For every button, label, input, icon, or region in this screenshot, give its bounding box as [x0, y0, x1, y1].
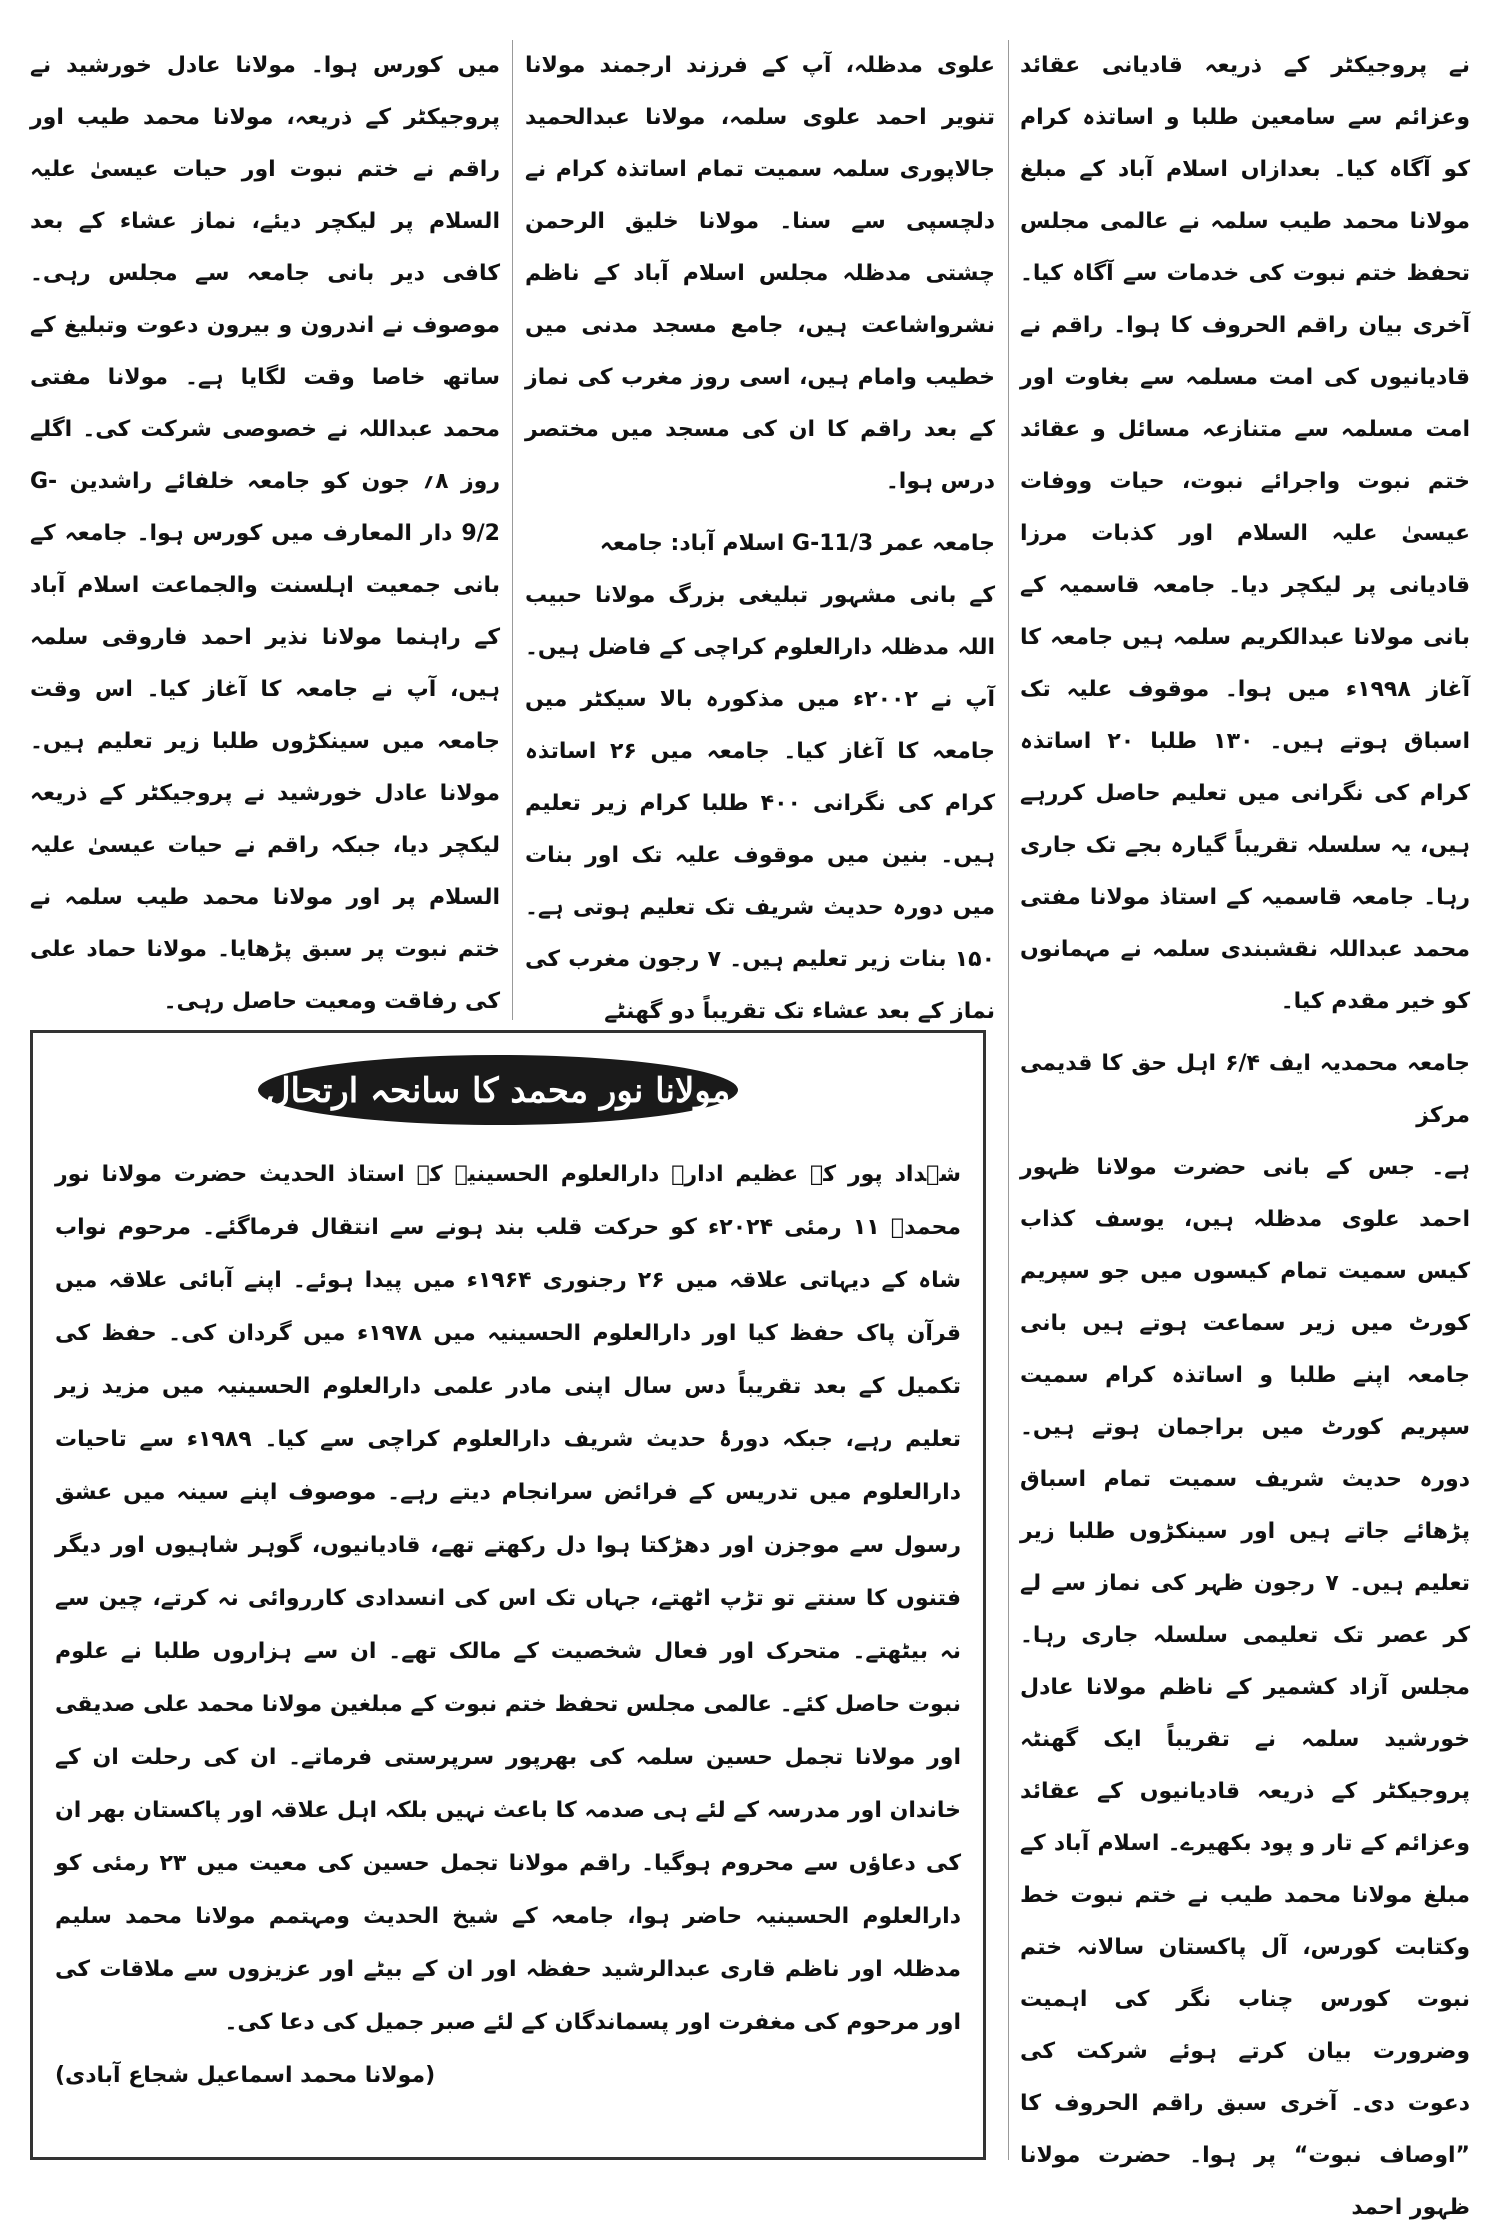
- obituary-text: شہداد پور کے عظیم ادارہ دارالعلوم الحسینیہ کے استاذ الحدیث حضرت مولانا نور محمدؒ ۱۱ رمئی ۲۰۲۴ء کو حرکت قلب بند ہونے سے انتقال فرماگئے۔ مرحوم نواب شاہ کے دیہاتی علاقہ میں ۲۶ رجنوری ۱۹۶۴ء میں پیدا ہوئے۔ اپنے آبائی علاقہ میں قرآن پاک حفظ کیا اور دارالعلوم الحسینیہ میں ۱۹۷۸ء میں گردان کی۔ حفظ کی تکمیل کے بعد تقریباً دس سال اپنی مادر علمی دارالعلوم الحسینیہ میں مزید زیر تعلیم رہے، جبکہ دورۂ حدیث شریف دارالعلوم کراچی سے کیا۔ ۱۹۸۹ء سے تاحیات دارالعلوم میں تدریس کے فرائض سرانجام دیتے رہے۔ موصوف اپنے سینہ میں عشق رسول سے موجزن اور دھڑکتا ہوا دل رکھتے تھے، قادیانیوں، گوہر شاہیوں اور دیگر فتنوں کا سنتے تو تڑپ اٹھتے، جہاں تک اس کی انسدادی کارروائی نہ کرتے، چین سے نہ بیٹھتے۔ متحرک اور فعال شخصیت کے مالک تھے۔ ان سے ہزاروں طلبا نے علوم نبوت حاصل کئے۔ عالمی مجلس تحفظ ختم نبوت کے مبلغین مولانا محمد علی صدیقی اور مولانا تجمل حسین سلمہ کی بھرپور سرپرستی فرماتے۔ ان کی رحلت ان کے خاندان اور مدرسہ کے لئے ہی صدمہ کا باعث نہیں بلکہ اہل علاقہ اور پاکستان بھر ان کی دعاؤں سے محروم ہوگیا۔ راقم مولانا تجمل حسین کی معیت میں ۲۳ رمئی کو دارالعلوم الحسینیہ حاضر ہوا، جامعہ کے شیخ الحدیث ومہتمم مولانا محمد سلیم مدظلہ اور ناظم قاری عبدالرشید حفظہ اور ان کے بیٹے اور عزیزوں سے ملاقات کی اور مرحوم کی مغفرت اور پسماندگان کے لئے صبر جمیل کی دعا کی۔: [55, 1162, 962, 2035]
- right-column: [1020, 40, 1470, 2220]
- middle-column: [525, 40, 996, 1024]
- obituary-author: (مولانا محمد اسماعیل شجاع آبادی): [55, 2063, 436, 2088]
- middle-column-paragraph-2: کے بانی مشہور تبلیغی بزرگ مولانا حبیب اللہ مدظلہ دارالعلوم کراچی کے فاضل ہیں۔ آپ نے ۲۰۰۲ء میں مذکورہ بالا سیکٹر میں جامعہ کا آغاز کیا۔ جامعہ میں ۲۶ اساتذہ کرام کی نگرانی ۴۰۰ طلبا کرام زیر تعلیم ہیں۔ بنین میں موقوف علیہ تک اور بنات میں دورہ حدیث شریف تک تعلیم ہوتی ہے۔ ۱۵۰ بنات زیر تعلیم ہیں۔ ۷ رجون مغرب کی نماز کے بعد عشاء تک تقریباً دو گھنٹے: [525, 583, 996, 1024]
- middle-column-paragraph-1: علوی مدظلہ، آپ کے فرزند ارجمند مولانا تنویر احمد علوی سلمہ، مولانا عبدالحمید جالاپوری سلمہ سمیت تمام اساتذہ کرام نے دلچسپی سے سنا۔ مولانا خلیق الرحمن چشتی مدظلہ مجلس اسلام آباد کے ناظم نشرواشاعت ہیں، جامع مسجد مدنی میں خطیب وامام ہیں، اسی روز مغرب کی نماز کے بعد راقم کا ان کی مسجد میں مختصر درس ہوا۔: [525, 53, 995, 494]
- newspaper-page: [20, 20, 1480, 2220]
- right-column-paragraph-2: ہے۔ جس کے بانی حضرت مولانا ظہور احمد علوی مدظلہ ہیں، یوسف کذاب کیس سمیت تمام کیسوں میں جو سپریم کورٹ میں زیر سماعت ہوتے ہیں بانی جامعہ اپنے طلبا و اساتذہ کرام سمیت سپریم کورٹ میں براجمان ہوتے ہیں۔ دورہ حدیث شریف سمیت تمام اسباق پڑھائے جاتے ہیں اور سینکڑوں طلبا زیر تعلیم ہیں۔ ۷ رجون ظہر کی نماز سے لے کر عصر تک تعلیمی سلسلہ جاری رہا۔ مجلس آزاد کشمیر کے ناظم مولانا عادل خورشید سلمہ نے تقریباً ایک گھنٹہ پروجیکٹر کے ذریعہ قادیانیوں کے عقائد وعزائم کے تار و پود بکھیرے۔ اسلام آباد کے مبلغ مولانا محمد طیب نے ختم نبوت خط وکتابت کورس، آل پاکستان سالانہ ختم نبوت کورس چناب نگر کی اہمیت وضرورت بیان کرتے ہوئے شرکت کی دعوت دی۔ آخری سبق راقم الحروف کا ”اوصاف نبوت“ پر ہوا۔ حضرت مولانا ظہور احمد: [1020, 1155, 1470, 2220]
- column-divider: [1008, 40, 1009, 2160]
- left-column: [30, 40, 500, 1020]
- right-column-paragraph-1: نے پروجیکٹر کے ذریعہ قادیانی عقائد وعزائم سے سامعین طلبا و اساتذہ کرام کو آگاہ کیا۔ بعدازاں اسلام آباد کے مبلغ مولانا محمد طیب سلمہ نے عالمی مجلس تحفظ ختم نبوت کی خدمات سے آگاہ کیا۔ آخری بیان راقم الحروف کا ہوا۔ راقم نے قادیانیوں کی امت مسلمہ سے بغاوت اور امت مسلمہ سے متنازعہ مسائل و عقائد ختم نبوت واجرائے نبوت، حیات ووفات عیسیٰ علیہ السلام اور کذبات مرزا قادیانی پر لیکچر دیا۔ جامعہ قاسمیہ کے بانی مولانا عبدالکریم سلمہ ہیں جامعہ کا آغاز ۱۹۹۸ء میں ہوا۔ موقوف علیہ تک اسباق ہوتے ہیں۔ ۱۳۰ طلبا ۲۰ اساتذہ کرام کی نگرانی میں تعلیم حاصل کررہے ہیں، یہ سلسلہ تقریباً گیارہ بجے تک جاری رہا۔ جامعہ قاسمیہ کے استاذ مولانا مفتی محمد عبداللہ نقشبندی سلمہ نے مہمانوں کو خیر مقدم کیا۔: [1020, 53, 1470, 1014]
- middle-column-section-heading: جامعہ عمر G-11/3 اسلام آباد: جامعہ: [599, 531, 995, 556]
- obituary-box: [30, 1030, 986, 2160]
- right-column-section-heading: جامعہ محمدیہ ایف ۶/۴ اہل حق کا قدیمی مرکز: [1020, 1051, 1470, 1128]
- column-divider: [512, 40, 513, 1020]
- left-column-paragraph-1: میں کورس ہوا۔ مولانا عادل خورشید نے پروجیکٹر کے ذریعہ، مولانا محمد طیب اور راقم نے ختم نبوت اور حیات عیسیٰ علیہ السلام پر لیکچر دیئے، نماز عشاء کے بعد کافی دیر بانی جامعہ سے مجلس رہی۔ موصوف نے اندرون و بیرون دعوت وتبلیغ کے ساتھ خاصا وقت لگایا ہے۔ مولانا مفتی محمد عبداللہ نے خصوصی شرکت کی۔ اگلے روز ۸؍ جون کو جامعہ خلفائے راشدین G-9/2 دار المعارف میں کورس ہوا۔ جامعہ کے بانی جمعیت اہلسنت والجماعت اسلام آباد کے راہنما مولانا نذیر احمد فاروقی سلمہ ہیں، آپ نے جامعہ کا آغاز کیا۔ اس وقت جامعہ میں سینکڑوں طلبا زیر تعلیم ہیں۔ مولانا عادل خورشید نے پروجیکٹر کے ذریعہ لیکچر دیا، جبکہ راقم نے حیات عیسیٰ علیہ السلام پر اور مولانا محمد طیب سلمہ نے ختم نبوت پر سبق پڑھایا۔ مولانا حماد علی کی رفاقت ومعیت حاصل رہی۔: [30, 53, 501, 1014]
- obituary-title: مولانا نور محمد کا سانحہ ارتحال: [258, 1055, 738, 1125]
- obituary-body: [55, 1148, 961, 2139]
